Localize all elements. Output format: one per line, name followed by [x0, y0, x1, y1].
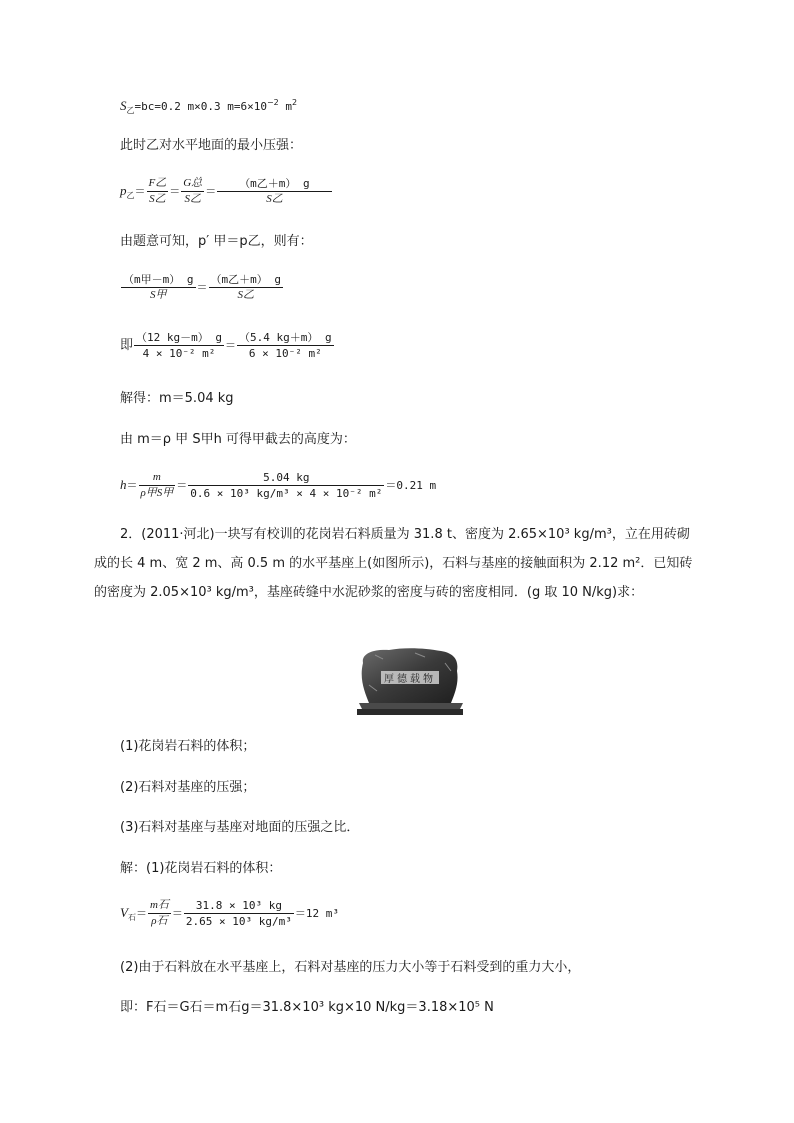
numerator: （m甲－m） g: [123, 273, 194, 286]
fraction: [148, 898, 171, 929]
subscript: 乙: [126, 106, 135, 115]
denominator: S乙: [149, 193, 166, 205]
equation-p-yi: $p_乙=$ $\frac{\text{F乙}}{\text{S乙}}$ ＝ $\frac{\text{G总}}{\text{S乙}}$ ＝ $\frac{\text{（m乙＋m） g}}{\text{S乙}}$: [120, 176, 333, 207]
numerator: m: [139, 470, 176, 486]
question-2: (2)石料对基座的压强；: [120, 780, 256, 795]
exponent: −2: [266, 98, 279, 107]
denominator: S乙: [266, 193, 283, 205]
denominator: ρ石: [151, 915, 168, 927]
symbol-h: h: [120, 477, 127, 492]
fraction: [147, 176, 169, 207]
denominator: ρ甲S甲: [140, 487, 174, 499]
question-1: (1)花岗岩石料的体积；: [120, 739, 256, 754]
equation-height: h＝ $\frac{m}{\text{ρ甲S甲}}$ ＝ $\frac{5.04 kg}{\text{0.6 × 10³ kg/m³ × 4 × 10⁻² m²}}$ ＝0.21 m: [120, 471, 437, 500]
question-3: (3)石料对基座与基座对地面的压强之比．: [120, 820, 360, 835]
fraction: [217, 176, 332, 207]
fraction: [139, 470, 176, 501]
text-height-intro: 由 m＝ρ 甲 S甲h 可得甲截去的高度为：: [120, 432, 356, 447]
denominator: 4 × 10⁻² m²: [142, 347, 216, 360]
denominator: S甲: [150, 289, 167, 301]
symbol-v: V: [120, 905, 128, 920]
unit: m: [278, 100, 292, 113]
subscript: 乙: [126, 191, 135, 200]
equation-s-yi: [120, 94, 297, 120]
solution-2-intro: (2)由于石料放在水平基座上，石料对基座的压力大小等于石料受到的重力大小，: [120, 960, 581, 975]
numerator: 5.04 kg: [188, 470, 384, 486]
numerator: m石: [148, 898, 171, 914]
numerator: G总: [181, 176, 204, 192]
numerator: （12 kg－m） g: [136, 331, 222, 344]
fraction: [184, 898, 294, 929]
denominator: S乙: [184, 193, 201, 205]
denominator: 6 × 10⁻² m²: [248, 347, 322, 360]
equation-volume: $V_石=$ $\frac{\text{m石}}{\text{ρ石}}$ ＝ $\frac{\text{31.8 × 10³ kg}}{\text{2.65 × 10³ kg/m³}}$ ＝12 m³: [120, 899, 339, 928]
numerator: （m乙＋m） g: [210, 273, 281, 286]
text-solution-m: 解得：m＝5.04 kg: [120, 391, 234, 406]
equation-body: =bc=0.2 m×0.3 m=6×10: [134, 100, 267, 113]
fraction: [237, 330, 334, 361]
denominator: 0.6 × 10³ kg/m³ × 4 × 10⁻² m²: [190, 487, 383, 500]
result: ＝0.21 m: [385, 479, 437, 492]
solution-1-intro: 解：(1)花岗岩石料的体积：: [120, 861, 282, 876]
problem-2-text: 2．(2011·河北)一块写有校训的花岗岩石料质量为 31.8 t、密度为 2.65×10³ kg/m³，立在用砖砌成的长 4 m、宽 2 m、高 0.5 m 的水平基座上(如图所示)，石料与基座的接触面积为 2.12 m²．已知砖的密度为 2.05×10³ kg/m³，基座砖缝中水泥砂浆的密度与砖的密度相同．(g 取 10 N/kg)求：: [94, 527, 693, 600]
fraction: [188, 470, 384, 501]
granite-stone-image: [355, 645, 465, 717]
fraction: [181, 176, 204, 207]
text-min-pressure: 此时乙对水平地面的最小压强：: [120, 138, 303, 153]
unit-exponent: 2: [292, 98, 298, 107]
denominator: S乙: [237, 289, 254, 301]
stone-inscription: 厚德载物: [384, 674, 436, 685]
equation-force: 即：F石＝G石＝m石g＝31.8×10³ kg×10 N/kg＝3.18×10⁵ N: [120, 1000, 494, 1015]
equation-equality: $\frac{\text{（m甲－m） g}}{\text{S甲}}$ ＝ $\frac{\text{（m乙＋m） g}}{\text{S乙}}$: [123, 273, 281, 301]
fraction: [134, 330, 224, 361]
equation-substituted: 即 $\frac{(12 kg-m) g}{\text{4 × 10⁻² m²}}$ ＝ $\frac{(5.4 kg+m) g}{\text{6 × 10⁻² m²}}$: [120, 331, 332, 360]
numerator: F乙: [147, 176, 169, 192]
numerator: （5.4 kg＋m） g: [239, 331, 332, 344]
subscript: 石: [127, 913, 136, 922]
result: ＝12 m³: [294, 907, 339, 920]
denominator: 2.65 × 10³ kg/m³: [185, 915, 292, 928]
fraction: [209, 272, 284, 303]
fraction: [121, 272, 196, 303]
numerator: （m乙＋m） g: [217, 176, 332, 192]
symbol-p: p: [120, 183, 127, 198]
text-given-condition: 由题意可知，p′ 甲＝p乙，则有：: [120, 234, 313, 249]
prefix: 即: [120, 338, 134, 353]
symbol-s: S: [120, 98, 127, 113]
numerator: 31.8 × 10³ kg: [184, 898, 294, 914]
